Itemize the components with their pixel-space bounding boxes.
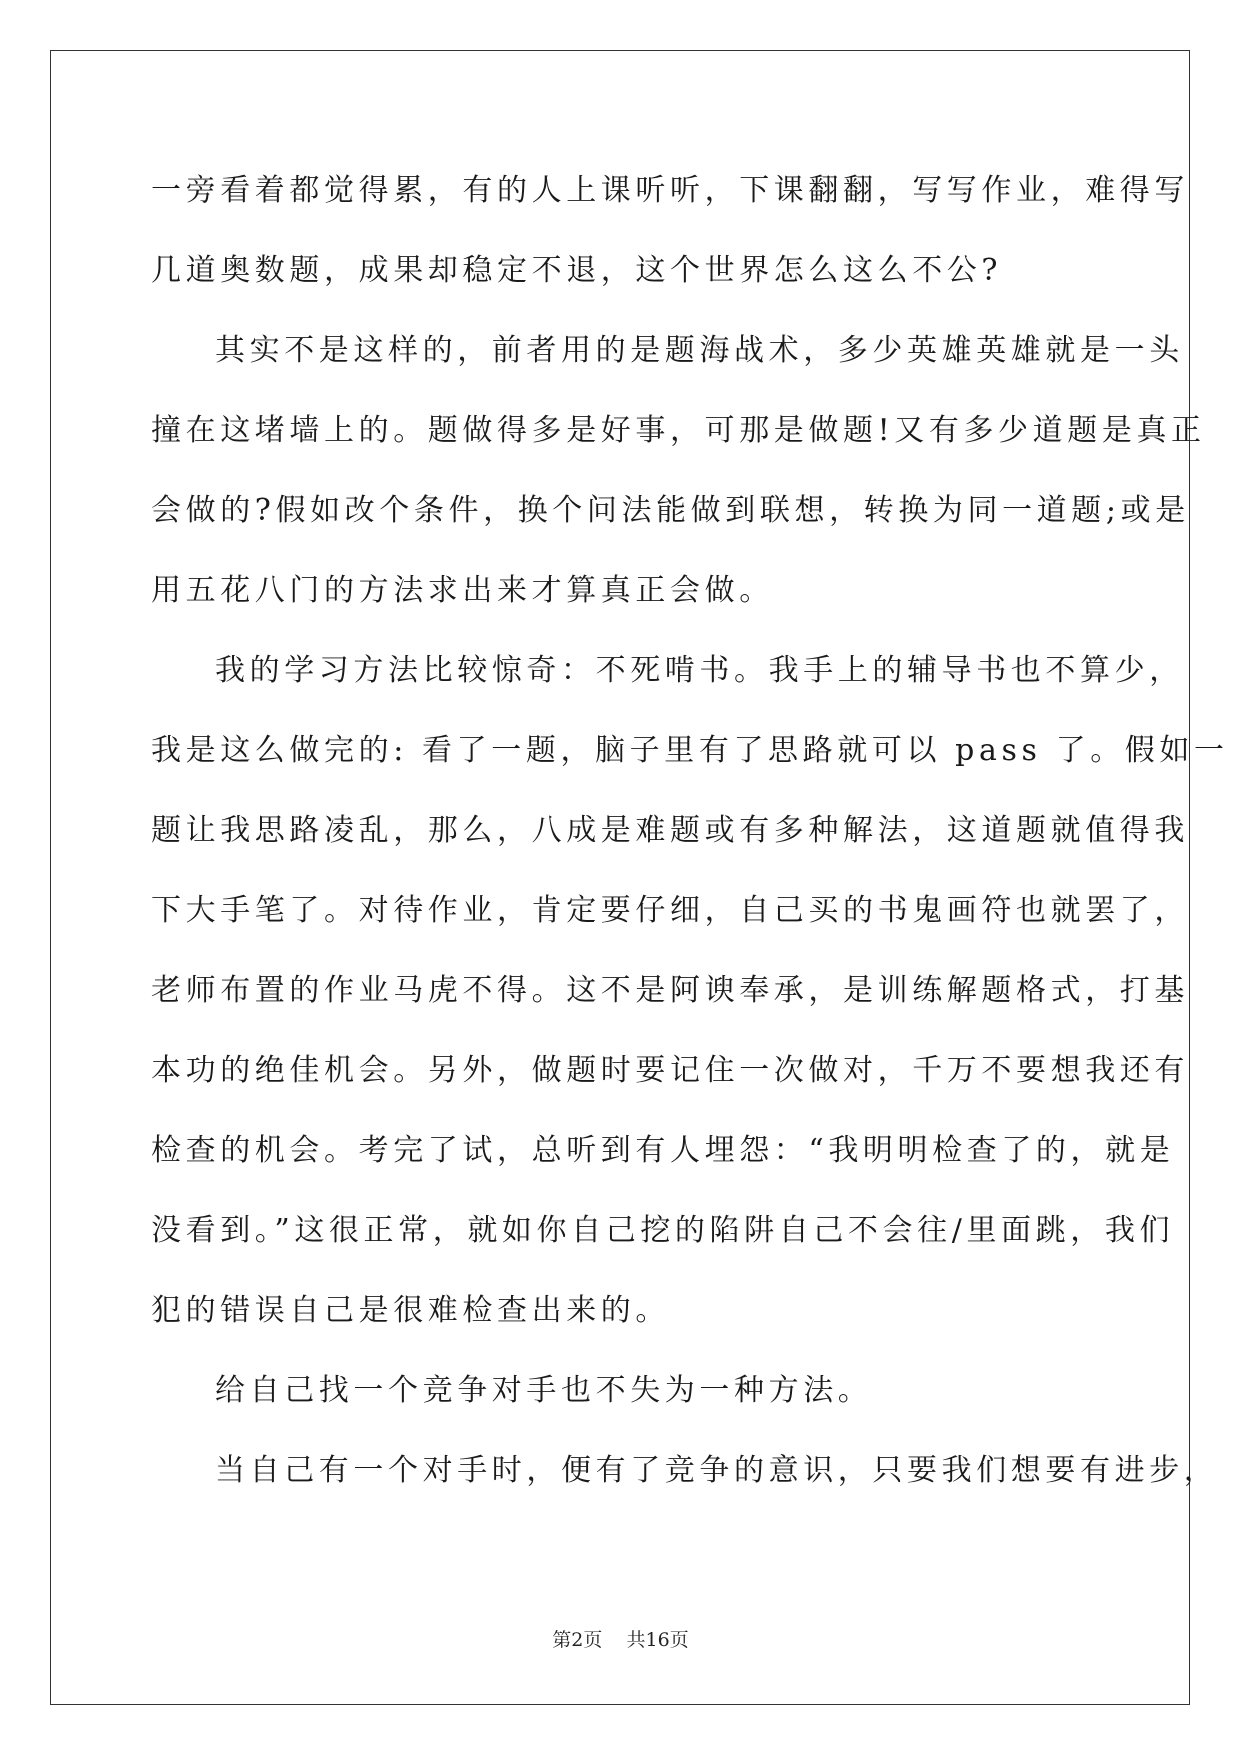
paragraph-start-line: 当自己有一个对手时，便有了竞争的意识，只要我们想要有进步， bbox=[215, 1453, 1219, 1488]
text-line: 会做的?假如改个条件，换个问法能做到联想，转换为同一道题;或是 bbox=[151, 493, 1190, 528]
text-line: 下大手笔了。对待作业，肯定要仔细，自己买的书鬼画符也就罢了， bbox=[151, 893, 1189, 928]
text-line: 用五花八门的方法求出来才算真正会做。 bbox=[151, 573, 774, 608]
text-line: 检查的机会。考完了试，总听到有人埋怨：“我明明检查了的，就是 bbox=[151, 1133, 1175, 1168]
paragraph-start-line: 我的学习方法比较惊奇：不死啃书。我手上的辅导书也不算少， bbox=[215, 653, 1184, 688]
text-line: 没看到。”这很正常，就如你自己挖的陷阱自己不会往/里面跳，我们 bbox=[151, 1213, 1175, 1248]
text-line: 我是这么做完的: 看了一题，脑子里有了思路就可以 pass 了。假如一 bbox=[151, 733, 1229, 768]
text-line: 犯的错误自己是很难检查出来的。 bbox=[151, 1293, 670, 1328]
page-number-footer: 第2页 共16页 bbox=[552, 1629, 689, 1651]
text-line: 几道奥数题，成果却稳定不退，这个世界怎么这么不公? bbox=[151, 253, 1003, 288]
text-line: 撞在这堵墙上的。题做得多是好事，可那是做题!又有多少道题是真正 bbox=[151, 413, 1206, 448]
text-line: 本功的绝佳机会。另外，做题时要记住一次做对，千万不要想我还有 bbox=[151, 1053, 1189, 1088]
text-line: 老师布置的作业马虎不得。这不是阿谀奉承，是训练解题格式，打基 bbox=[151, 973, 1189, 1008]
text-line: 题让我思路凌乱，那么，八成是难题或有多种解法，这道题就值得我 bbox=[151, 813, 1189, 848]
text-line: 一旁看着都觉得累，有的人上课听听，下课翻翻，写写作业，难得写 bbox=[151, 173, 1189, 208]
paragraph-start-line: 其实不是这样的，前者用的是题海战术，多少英雄英雄就是一头 bbox=[215, 333, 1184, 368]
paragraph-start-line: 给自己找一个竞争对手也不失为一种方法。 bbox=[215, 1373, 873, 1408]
document-body bbox=[151, 159, 1229, 1519]
